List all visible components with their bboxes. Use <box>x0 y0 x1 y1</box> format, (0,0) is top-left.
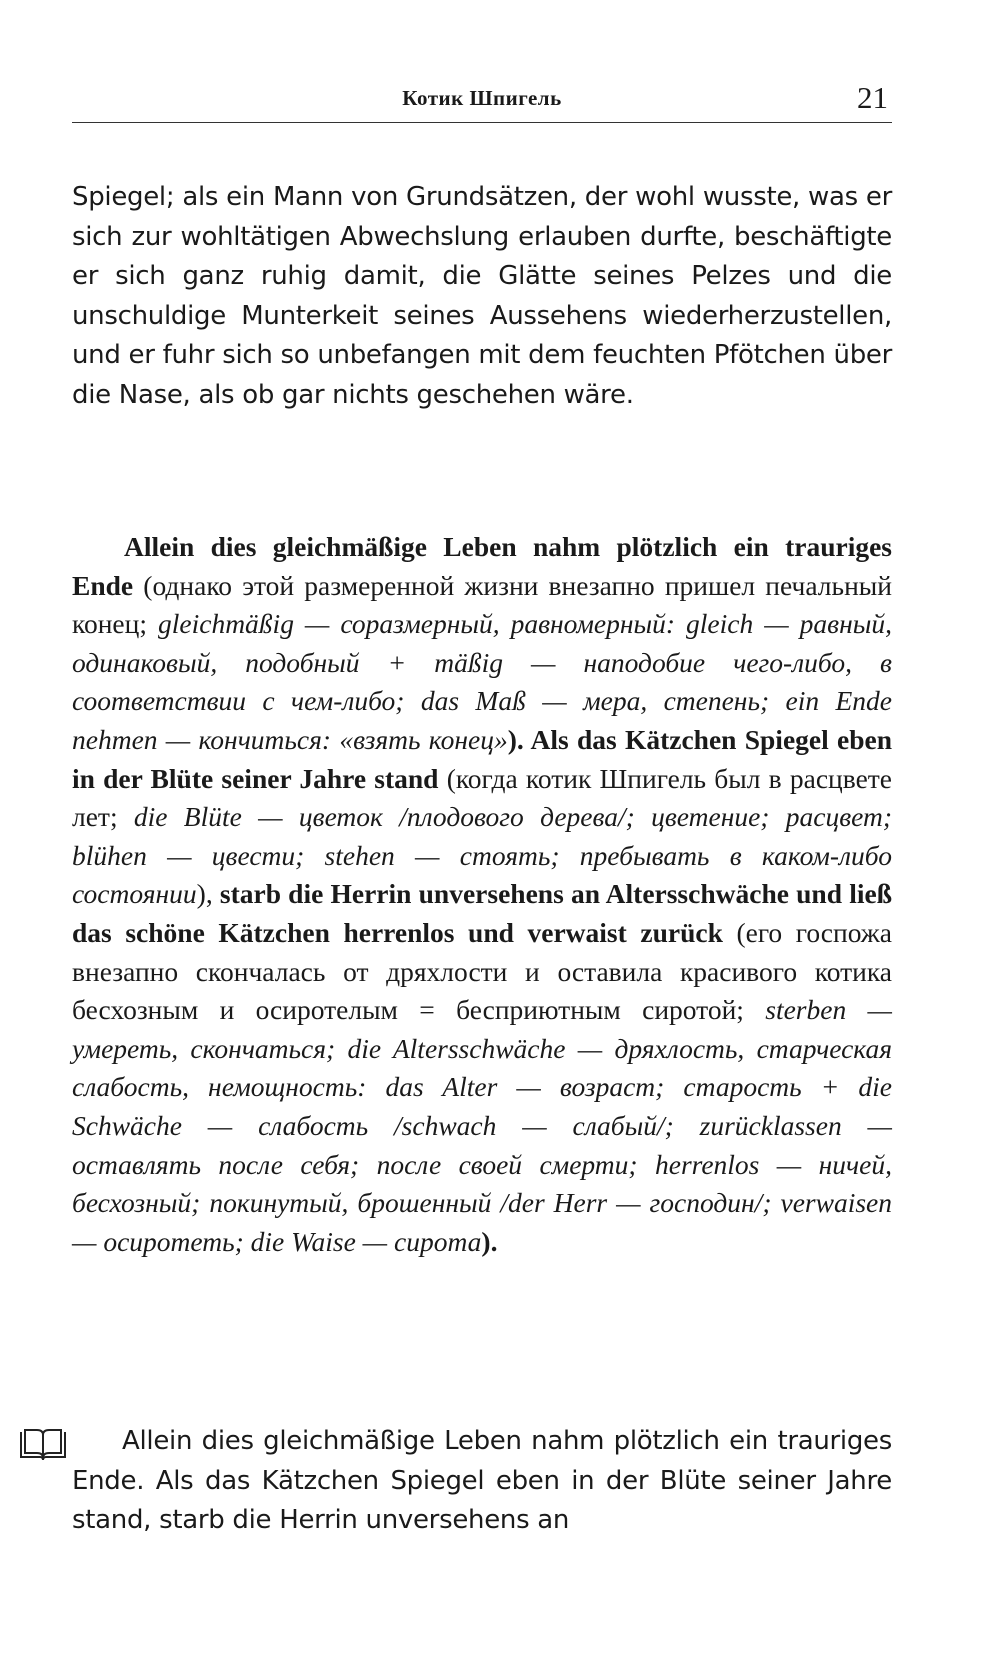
page-number: 21 <box>857 80 888 115</box>
vocab-note-1: gleichmäßig — соразмерный, равномерный: gleich — равный, одинаковый, подобный + mäßig — наподобие чего-либо, в соответствии с чем-либо; das Maß — мера, степень; ein Ende nehmen — кончиться: «взять конец» <box>72 608 893 755</box>
vocab-note-3: sterben — умереть, скончаться; die Altersschwäche — дряхлость, старческая слабость, немощность: das Alter — возраст; старость + die Schwäche — слабость /schwach — слабый/; zurücklassen — оставлять после себя; после своей смерти; herrenlos — ничей, бесхозный; покинутый, брошенный /der Herr — господин/; verwaisen — осиротеть; die Waise — сирота <box>72 994 892 1257</box>
vocab-note-2: die Blüte — цветок /плодового дерева/; цветение; расцвет; blühen — цвести; stehen — стоять; пребывать в каком-либо состоянии <box>72 801 893 910</box>
sentence-close-1: ). <box>507 723 531 755</box>
sentence-close-2: ), <box>196 878 220 910</box>
sentence-close-3: ). <box>481 1225 498 1257</box>
reading-paragraph: Allein dies gleichmäßige Leben nahm plötzlich ein trauriges Ende. Als das Kätzchen Spiegel eben in der Blüte seiner Jahre stand, starb die Herrin unversehens an <box>72 1426 892 1535</box>
running-header <box>72 78 892 123</box>
open-book-icon <box>18 1428 68 1462</box>
translation-3: (его госпожа внезапно скончалась от дряхлости и оставила красивого котика бесхозным и осиротелым = бесприютным сиротой; <box>72 916 892 1026</box>
chapter-title: Котик Шпигель <box>402 86 562 110</box>
german-sentence-1: Allein dies gleichmäßige Leben nahm plötzlich ein trauriges Ende <box>72 531 892 601</box>
translation-2: (когда котик Шпигель был в расцвете лет; <box>72 762 893 833</box>
translation-1: (однако этой размеренной жизни внезапно пришел печальный конец; <box>72 569 892 640</box>
german-sentence-3: starb die Herrin unversehens an Altersschwäche und ließ das schöne Kätzchen herrenlos und verwaist zurück <box>72 878 892 948</box>
intro-paragraph: Spiegel; als ein Mann von Grundsätzen, der wohl wusste, was er sich zur wohltätigen Abwechslung erlauben durfte, beschäftigte er sich ganz ruhig damit, die Glätte seines Pelzes und die unschuldige Munterkeit seines Aussehens wiederherzustellen, und er fuhr sich so unbefangen mit dem feuchten Pfötchen über die Nase, als ob gar nichts geschehen wäre. <box>72 182 892 410</box>
glossed-paragraph <box>72 528 892 1261</box>
german-sentence-2: Als das Kätzchen Spiegel eben in der Blüte seiner Jahre stand <box>72 723 893 794</box>
